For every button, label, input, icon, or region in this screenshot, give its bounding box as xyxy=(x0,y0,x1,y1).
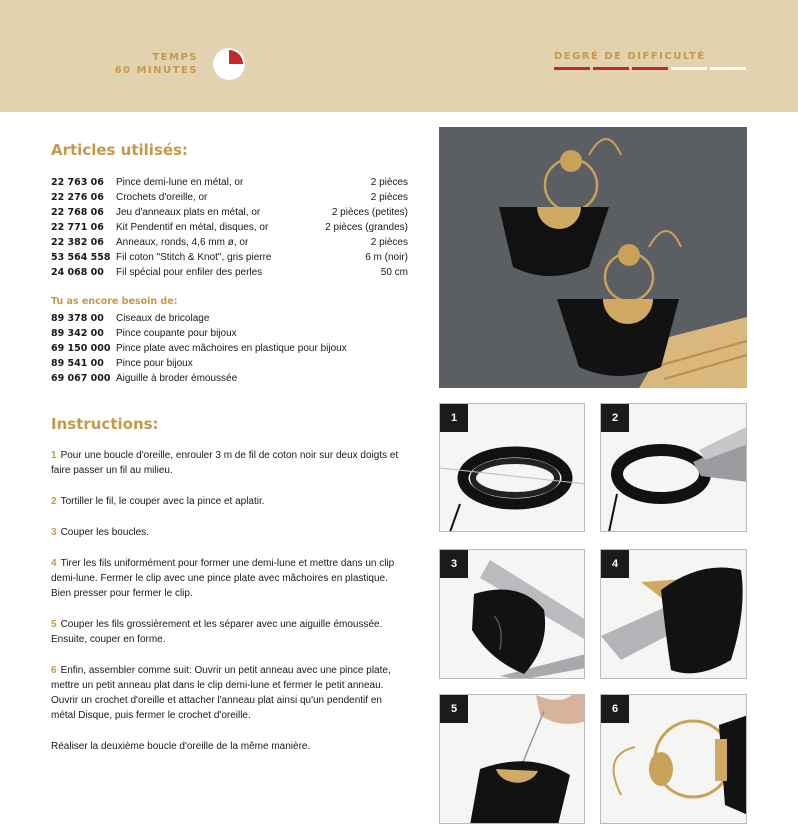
difficulty-bar-filled xyxy=(632,67,668,70)
step-badge: 2 xyxy=(601,404,629,432)
step-badge: 5 xyxy=(440,695,468,723)
instruction-step xyxy=(51,663,403,723)
tool-desc: Pince plate avec mâchoires en plastique pour bijoux xyxy=(116,343,347,354)
article-qty: 2 pièces xyxy=(370,237,408,248)
instruction-step xyxy=(51,448,403,478)
article-desc: Anneaux, ronds, 4,6 mm ø, or xyxy=(116,237,249,248)
header-band xyxy=(0,0,798,112)
article-row xyxy=(51,250,408,265)
step-number: 3 xyxy=(51,527,57,538)
difficulty-bar-filled xyxy=(554,67,590,70)
tool-row xyxy=(51,341,408,356)
instruction-step xyxy=(51,494,403,509)
tool-code: 69 067 000 xyxy=(51,373,111,384)
article-qty: 50 cm xyxy=(380,267,408,278)
article-code: 22 771 06 xyxy=(51,222,104,233)
instruction-step xyxy=(51,617,403,647)
article-code: 22 768 06 xyxy=(51,207,104,218)
time-label xyxy=(115,51,198,77)
step-text: Enfin, assembler comme suit: Ouvrir un petit anneau avec une pince plate, mettre un petit anneau plat dans le clip demi-lune et fermer le petit anneau. Ouvrir un crochet d'oreille et attacher l'anneau plat ainsi qu'un pendentif en métal Disque, puis fermer le crochet d'oreille. xyxy=(51,665,391,721)
step-number: 2 xyxy=(51,496,57,507)
article-qty: 6 m (noir) xyxy=(365,252,408,263)
step-badge: 4 xyxy=(601,550,629,578)
articles-list xyxy=(51,175,408,280)
closing-note: Réaliser la deuxième boucle d'oreille de la même manière. xyxy=(51,741,311,752)
article-qty: 2 pièces xyxy=(370,192,408,203)
step-photo-6 xyxy=(600,694,747,824)
difficulty-bar-empty xyxy=(710,67,746,70)
article-row xyxy=(51,265,408,280)
difficulty-rating xyxy=(554,67,746,70)
step-text: Tirer les fils uniformément pour former une demi-lune et mettre dans un clip demi-lune. Fermer le clip avec une pince plate avec mâchoires en plastique. Bien presser pour fermer le clip. xyxy=(51,558,395,599)
clock-pie-icon xyxy=(212,47,246,81)
instructions-steps xyxy=(51,448,403,770)
article-code: 24 068 00 xyxy=(51,267,104,278)
article-desc: Fil spécial pour enfiler des perles xyxy=(116,267,263,278)
article-code: 22 763 06 xyxy=(51,177,104,188)
article-desc: Kit Pendentif en métal, disques, or xyxy=(116,222,269,233)
difficulty-bar-filled xyxy=(593,67,629,70)
article-row xyxy=(51,235,408,250)
tool-code: 69 150 000 xyxy=(51,343,111,354)
step-text: Couper les fils grossièrement et les séparer avec une aiguille émoussée. Ensuite, couper en forme. xyxy=(51,619,383,645)
hero-photo-earrings xyxy=(439,127,747,388)
step-text: Couper les boucles. xyxy=(60,527,149,538)
extra-title: Tu as encore besoin de: xyxy=(51,296,178,307)
extra-list xyxy=(51,311,408,386)
article-desc: Pince demi-lune en métal, or xyxy=(116,177,244,188)
article-code: 22 382 06 xyxy=(51,237,104,248)
article-row xyxy=(51,190,408,205)
article-desc: Fil coton "Stitch & Knot", gris pierre xyxy=(116,252,272,263)
tool-row xyxy=(51,371,408,386)
tool-code: 89 342 00 xyxy=(51,328,104,339)
tool-desc: Pince coupante pour bijoux xyxy=(116,328,237,339)
step-photo-5 xyxy=(439,694,585,824)
article-row xyxy=(51,220,408,235)
step-photo-2 xyxy=(600,403,747,532)
time-title: TEMPS xyxy=(152,52,198,63)
tool-row xyxy=(51,356,408,371)
tool-desc: Pince pour bijoux xyxy=(116,358,193,369)
article-code: 53 564 558 xyxy=(51,252,111,263)
tool-desc: Ciseaux de bricolage xyxy=(116,313,210,324)
instruction-step xyxy=(51,556,403,601)
instructions-title: Instructions: xyxy=(51,415,159,433)
tool-desc: Aiguille à broder émoussée xyxy=(116,373,238,384)
tool-code: 89 378 00 xyxy=(51,313,104,324)
difficulty-bar-empty xyxy=(671,67,707,70)
article-desc: Crochets d'oreille, or xyxy=(116,192,208,203)
articles-title: Articles utilisés: xyxy=(51,141,188,159)
article-qty: 2 pièces (grandes) xyxy=(325,222,408,233)
step-badge: 3 xyxy=(440,550,468,578)
difficulty-label: DEGRÉ DE DIFFICULTÉ xyxy=(554,51,706,62)
step-badge: 6 xyxy=(601,695,629,723)
instruction-step xyxy=(51,525,403,540)
step-photo-3 xyxy=(439,549,585,679)
article-row xyxy=(51,175,408,190)
tool-code: 89 541 00 xyxy=(51,358,104,369)
article-qty: 2 pièces xyxy=(370,177,408,188)
step-number: 1 xyxy=(51,450,57,461)
step-text: Pour une boucle d'oreille, enrouler 3 m de fil de coton noir sur deux doigts et faire passer un fil au milieu. xyxy=(51,450,399,476)
step-badge: 1 xyxy=(440,404,468,432)
tool-row xyxy=(51,311,408,326)
step-number: 4 xyxy=(51,558,57,569)
step-text: Tortiller le fil, le couper avec la pince et aplatir. xyxy=(60,496,265,507)
step-photo-4 xyxy=(600,549,747,679)
article-row xyxy=(51,205,408,220)
step-number: 6 xyxy=(51,665,57,676)
tool-row xyxy=(51,326,408,341)
step-number: 5 xyxy=(51,619,57,630)
article-desc: Jeu d'anneaux plats en métal, or xyxy=(116,207,261,218)
article-code: 22 276 06 xyxy=(51,192,104,203)
time-value: 60 MINUTES xyxy=(114,65,198,76)
article-qty: 2 pièces (petites) xyxy=(331,207,408,218)
step-photo-1 xyxy=(439,403,585,532)
